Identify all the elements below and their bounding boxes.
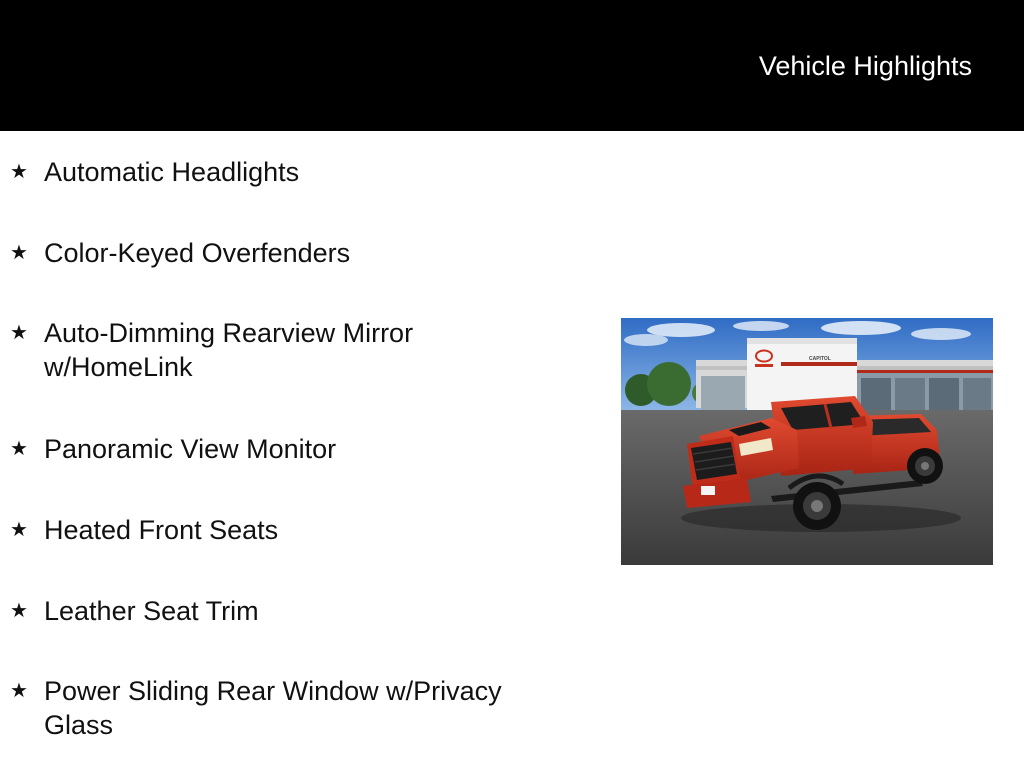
star-icon: ★ bbox=[10, 161, 28, 183]
header-bar bbox=[0, 0, 1024, 131]
highlight-label: Leather Seat Trim bbox=[44, 596, 259, 626]
highlight-label: Automatic Headlights bbox=[44, 157, 300, 187]
highlight-label: Auto-Dimming Rearview Mirror w/HomeLink bbox=[44, 318, 414, 382]
star-icon: ★ bbox=[10, 680, 28, 702]
highlight-label: Power Sliding Rear Window w/Privacy Glass bbox=[44, 676, 502, 740]
star-icon: ★ bbox=[10, 242, 28, 264]
list-item bbox=[10, 594, 590, 628]
list-item bbox=[10, 316, 480, 384]
list-item bbox=[10, 432, 590, 466]
vehicle-photo bbox=[621, 318, 993, 565]
dealer-sign: CAPITOL bbox=[809, 356, 831, 362]
highlight-label: Panoramic View Monitor bbox=[44, 434, 337, 464]
star-icon: ★ bbox=[10, 600, 28, 622]
list-item bbox=[10, 155, 590, 189]
star-icon: ★ bbox=[10, 519, 28, 541]
star-icon: ★ bbox=[10, 322, 28, 344]
list-item bbox=[10, 513, 590, 547]
list-item bbox=[10, 236, 590, 270]
list-item bbox=[10, 674, 570, 742]
page-title: Vehicle Highlights bbox=[758, 51, 972, 81]
star-icon: ★ bbox=[10, 438, 28, 460]
highlight-label: Heated Front Seats bbox=[44, 515, 279, 545]
highlight-label: Color-Keyed Overfenders bbox=[44, 238, 351, 268]
